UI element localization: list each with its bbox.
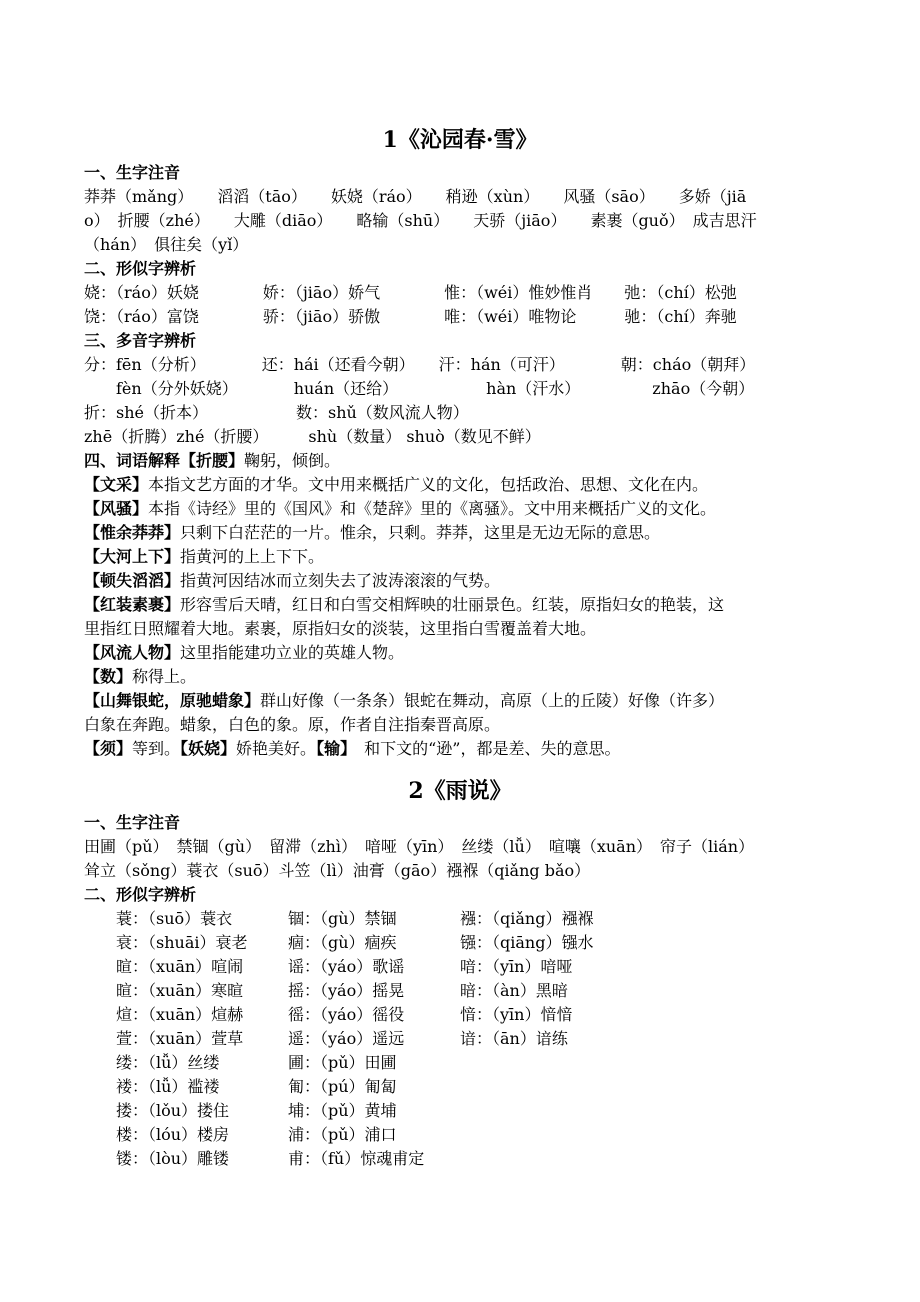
term: 【风骚】 (84, 499, 149, 518)
section1-poly-line-2: fèn（分外妖娆） huán（还给） hàn（汗水） zhāo（今朝） (84, 379, 755, 398)
section1-definition-line-5 (84, 547, 324, 567)
similar-char-entry: 蓑：（suō）蓑衣 (116, 909, 233, 928)
term: 【折腰】 (180, 451, 245, 470)
term: 【数】 (84, 667, 133, 686)
similar-char-entry: 萱：（xuān）萱草 (116, 1029, 244, 1048)
section1-definition-line-13 (84, 739, 620, 759)
section2-similar-table (0, 909, 920, 1173)
section1-definition-line-9 (84, 643, 404, 663)
similar-char-entry: 楼：（lóu）楼房 (116, 1125, 230, 1144)
section1-definition-line-10 (84, 667, 196, 687)
section1-similar-line-1: 娆：（ráo）妖娆 娇：（jiāo）娇气 惟：（wéi）惟妙惟肖 弛：（chí）松弛 (84, 283, 737, 302)
section2-title: 2《雨说》 (408, 778, 512, 804)
section1-pinyin-line-3: （hán） 俱往矣（yǐ） (84, 235, 249, 254)
section2-pinyin-line-2: 耸立（sǒng）蓑衣（suō）斗笠（lì）油膏（gāo）襁褓（qiǎng bǎo） (84, 861, 591, 880)
similar-char-entry: 谣：（yáo）歌谣 (288, 957, 405, 976)
section1-heading-definitions: 四、词语解释 (84, 451, 181, 470)
section1-definition-line-8: 里指红日照耀着大地。素裹，原指妇女的淡装，这里指白雪覆盖着大地。 (84, 619, 597, 638)
definition: 等到。 (132, 739, 181, 758)
similar-char-entry: 徭：（yáo）徭役 (288, 1005, 405, 1024)
definition: 鞠躬，倾倒。 (244, 451, 341, 470)
similar-char-entry: 匍：（pú）匍匐 (288, 1077, 397, 1096)
definition: 称得上。 (132, 667, 197, 686)
definition: 这里指能建功立业的英雄人物。 (180, 643, 405, 662)
section1-poly-line-1: 分：fēn（分析） 还：hái（还看今朝） 汗：hán（可汗） 朝：cháo（朝拜） (84, 355, 756, 374)
term: 【妖娆】 (180, 739, 237, 758)
definition: 只剩下白茫茫的一片。惟余，只剩。莽莽，这里是无边无际的意思。 (180, 523, 661, 542)
definition: 娇艳美好。 (236, 739, 317, 758)
term: 【红装素裹】 (84, 595, 181, 614)
section1-definition-line-12: 白象在奔跑。蜡象，白色的象。原，作者自注指秦晋高原。 (84, 715, 501, 734)
similar-char-entry: 埔：（pǔ）黄埔 (288, 1101, 397, 1120)
section1-pinyin-line-1: 莽莽（mǎng） 滔滔（tāo） 妖娆（ráo） 稍逊（xùn） 风骚（sāo） 多娇（jiā (84, 187, 747, 206)
section1-definition-line-7 (84, 595, 724, 615)
similar-char-entry: 暄：（xuān）喧闹 (116, 957, 244, 976)
similar-char-entry: 缕：（lǚ）丝缕 (116, 1053, 220, 1072)
term: 【山舞银蛇，原驰蜡象】 (84, 691, 261, 710)
definition: 和下文的“逊”，都是差、失的意思。 (348, 739, 621, 758)
section2-heading-pinyin: 一、生字注音 (84, 813, 181, 832)
similar-char-entry: 锢：（gù）禁锢 (288, 909, 397, 928)
similar-char-entry: 遥：（yáo）遥远 (288, 1029, 405, 1048)
definition: 指黄河因结冰而立刻失去了波涛滚滚的气势。 (180, 571, 501, 590)
similar-char-entry: 谙：（ān）谙练 (460, 1029, 568, 1048)
section1-definition-line-6 (84, 571, 500, 591)
section1-heading-similar: 二、形似字辨析 (84, 259, 197, 278)
section1-definition-line-1 (84, 451, 340, 471)
definition: 群山好像（一条条）银蛇在舞动，高原（上的丘陵）好像（许多） (260, 691, 725, 710)
similar-char-entry: 镂：（lòu）雕镂 (116, 1149, 230, 1168)
section1-heading-polyphonic: 三、多音字辨析 (84, 331, 197, 350)
section1-pinyin-line-2: o） 折腰（zhé） 大雕（diāo） 略输（shū） 天骄（jiāo） 素裹（guǒ） 成吉思汗 (84, 211, 757, 230)
definition: 指黄河的上上下下。 (180, 547, 325, 566)
section1-poly-line-4: zhē（折腾）zhé（折腰） shù（数量） shuò（数见不鲜） (84, 427, 541, 446)
term: 【顿失滔滔】 (84, 571, 181, 590)
section1-heading-pinyin: 一、生字注音 (84, 163, 181, 182)
similar-char-entry: 喑：（yīn）喑哑 (460, 957, 573, 976)
section2-pinyin-line-1: 田圃（pǔ） 禁锢（gù） 留滞（zhì） 喑哑（yīn） 丝缕（lǚ） 喧嚷（xuān） 帘子（lián） (84, 837, 755, 856)
similar-char-entry: 衰：（shuāi）衰老 (116, 933, 248, 952)
section1-poly-line-3: 折：shé（折本） 数：shǔ（数风流人物） (84, 403, 469, 422)
similar-char-entry: 痼：（gù）痼疾 (288, 933, 397, 952)
term: 【风流人物】 (84, 643, 181, 662)
term: 【文采】 (84, 475, 149, 494)
similar-char-entry: 襁：（qiǎng）襁褓 (460, 909, 594, 928)
section1-definition-line-4 (84, 523, 660, 543)
term: 【输】 (316, 739, 349, 758)
section2-heading-similar: 二、形似字辨析 (84, 885, 197, 904)
similar-char-entry: 暄：（xuān）寒暄 (116, 981, 244, 1000)
term: 【须】 (84, 739, 133, 758)
similar-char-entry: 甫：（fǔ）惊魂甫定 (288, 1149, 425, 1168)
similar-char-entry: 镪：（qiāng）镪水 (460, 933, 594, 952)
section1-definition-line-2 (84, 475, 708, 495)
definition: 本指文艺方面的才华。文中用来概括广义的文化，包括政治、思想、文化在内。 (148, 475, 709, 494)
similar-char-entry: 愔：（yīn）愔愔 (460, 1005, 573, 1024)
similar-char-entry: 褛：（lǚ）褴褛 (116, 1077, 220, 1096)
term: 【大河上下】 (84, 547, 181, 566)
similar-char-entry: 搂：（lǒu）搂住 (116, 1101, 230, 1120)
similar-char-entry: 浦：（pǔ）浦口 (288, 1125, 397, 1144)
section1-similar-line-2: 饶：（ráo）富饶 骄：（jiāo）骄傲 唯：（wéi）唯物论 驰：（chí）奔驰 (84, 307, 737, 326)
similar-char-entry: 暗：（àn）黑暗 (460, 981, 568, 1000)
term: 【惟余莽莽】 (84, 523, 181, 542)
definition: 形容雪后天晴，红日和白雪交相辉映的壮丽景色。红装，原指妇女的艳装，这 (180, 595, 725, 614)
similar-char-entry: 圃：（pǔ）田圃 (288, 1053, 397, 1072)
similar-char-entry: 摇：（yáo）摇晃 (288, 981, 405, 1000)
definition: 本指《诗经》里的《国风》和《楚辞》里的《离骚》。文中用来概括广义的文化。 (148, 499, 717, 518)
similar-char-entry: 煊：（xuān）煊赫 (116, 1005, 244, 1024)
section1-definition-line-3 (84, 499, 716, 519)
section1-definition-line-11 (84, 691, 724, 711)
section1-title: 1《沁园春·雪》 (382, 127, 538, 153)
